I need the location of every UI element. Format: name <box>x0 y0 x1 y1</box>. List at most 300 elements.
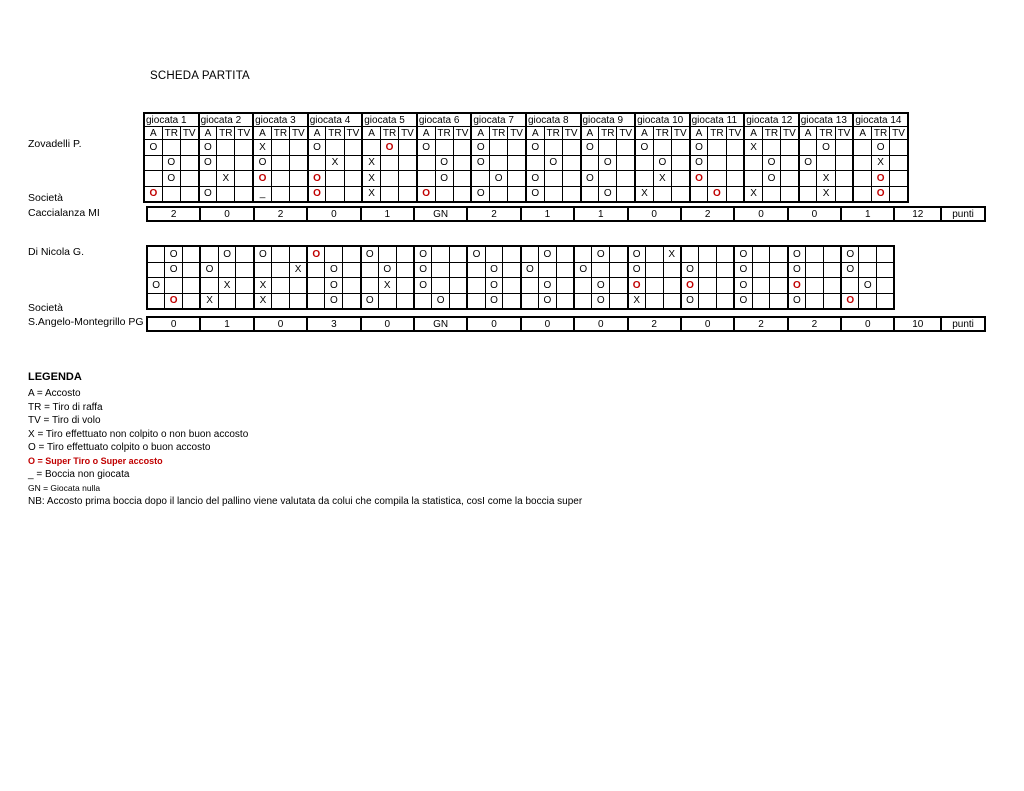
subcol-header: A <box>417 127 435 140</box>
mark-cell: O <box>467 246 485 262</box>
subcol-header: A <box>853 127 871 140</box>
mark-cell <box>877 262 895 278</box>
score-cell: 0 <box>200 207 253 221</box>
mark-cell: O <box>734 293 752 309</box>
mark-cell <box>699 246 717 262</box>
mark-cell <box>508 171 526 187</box>
mark-cell <box>289 278 307 294</box>
mark-cell: O <box>417 140 435 156</box>
mark-cell: O <box>628 246 646 262</box>
score-cell: 1 <box>361 207 414 221</box>
mark-cell <box>236 262 254 278</box>
mark-cell: O <box>521 262 539 278</box>
score-cell: 2 <box>628 317 681 331</box>
mark-cell <box>180 186 198 202</box>
mark-cell: O <box>539 278 557 294</box>
mark-cell: O <box>526 171 544 187</box>
giocata-header-row <box>144 113 908 127</box>
mark-cell: O <box>471 140 489 156</box>
mark-cell: O <box>599 155 617 171</box>
mark-cell <box>877 293 895 309</box>
mark-cell: X <box>362 171 380 187</box>
mark-cell: O <box>788 293 806 309</box>
mark-cell <box>235 186 253 202</box>
player1-club: Caccialanza MI <box>28 207 100 219</box>
mark-cell: O <box>199 140 217 156</box>
mark-cell <box>752 293 770 309</box>
mark-cell <box>396 246 414 262</box>
mark-cell <box>272 278 290 294</box>
mark-cell <box>599 171 617 187</box>
mark-cell <box>503 246 521 262</box>
subcol-header: A <box>253 127 271 140</box>
score-cell: 0 <box>307 207 360 221</box>
mark-cell: O <box>435 171 453 187</box>
mark-cell <box>717 246 735 262</box>
mark-cell <box>610 278 628 294</box>
score-cell: 0 <box>467 317 520 331</box>
mark-cell <box>877 278 895 294</box>
mark-cell <box>217 140 235 156</box>
mark-cell: X <box>817 186 835 202</box>
mark-cell <box>562 171 580 187</box>
mark-cell <box>890 171 908 187</box>
mark-cell: O <box>253 171 271 187</box>
mark-cell <box>645 278 663 294</box>
mark-cell <box>417 155 435 171</box>
player2-grid <box>146 245 895 310</box>
player1-score-row <box>146 206 986 222</box>
mark-cell <box>859 293 877 309</box>
mark-cell <box>841 278 859 294</box>
mark-cell: O <box>690 155 708 171</box>
subcol-header: TV <box>290 127 308 140</box>
mark-cell: O <box>872 186 890 202</box>
mark-cell: O <box>841 293 859 309</box>
subcol-header: A <box>635 127 653 140</box>
mark-cell <box>162 140 180 156</box>
mark-cell <box>671 155 689 171</box>
mark-cell: O <box>417 186 435 202</box>
legend-line: TV = Tiro di volo <box>28 415 101 426</box>
mark-cell <box>490 186 508 202</box>
score-cell: 0 <box>681 317 734 331</box>
mark-cell: O <box>734 262 752 278</box>
mark-cell: O <box>308 171 326 187</box>
mark-cell <box>663 262 681 278</box>
mark-cell <box>325 246 343 262</box>
mark-cell <box>453 155 471 171</box>
mark-cell <box>835 186 853 202</box>
legend-heading: LEGENDA <box>28 371 82 383</box>
mark-cell: X <box>378 278 396 294</box>
mark-cell: X <box>218 278 236 294</box>
mark-cell <box>432 278 450 294</box>
subcol-header: TR <box>162 127 180 140</box>
score-cell: 1 <box>841 207 894 221</box>
mark-cell <box>272 246 290 262</box>
mark-cell: O <box>762 171 780 187</box>
mark-cell: _ <box>253 186 271 202</box>
score-row <box>147 317 985 331</box>
punti-cell: punti <box>941 207 985 221</box>
mark-cell <box>581 186 599 202</box>
mark-cell <box>539 262 557 278</box>
score-cell: 0 <box>628 207 681 221</box>
mark-cell: O <box>762 155 780 171</box>
score-cell: 2 <box>788 317 841 331</box>
mark-cell: O <box>817 140 835 156</box>
score-cell: 2 <box>147 207 200 221</box>
mark-cell <box>235 155 253 171</box>
mark-cell <box>581 155 599 171</box>
mark-cell: X <box>653 171 671 187</box>
mark-cell <box>183 293 201 309</box>
mark-cell <box>162 186 180 202</box>
subcol-header: TV <box>835 127 853 140</box>
mark-cell <box>147 293 165 309</box>
mark-cell: X <box>362 155 380 171</box>
mark-cell <box>890 155 908 171</box>
mark-cell <box>218 262 236 278</box>
mark-cell <box>744 155 762 171</box>
mark-cell: O <box>681 262 699 278</box>
mark-cell <box>508 186 526 202</box>
score-cell: 0 <box>841 317 894 331</box>
mark-cell: X <box>200 293 218 309</box>
mark-cell <box>503 278 521 294</box>
mark-cell: O <box>485 262 503 278</box>
mark-cell <box>144 155 162 171</box>
mark-cell <box>617 171 635 187</box>
subcol-header: A <box>690 127 708 140</box>
mark-cell <box>610 293 628 309</box>
mark-cell: O <box>199 155 217 171</box>
mark-cell: O <box>414 262 432 278</box>
mark-cell: O <box>788 246 806 262</box>
mark-cell <box>307 293 325 309</box>
score-cell: 3 <box>307 317 360 331</box>
mark-cell <box>378 246 396 262</box>
mark-cell: O <box>599 186 617 202</box>
mark-cell <box>399 155 417 171</box>
mark-cell <box>663 293 681 309</box>
mark-cell: O <box>490 171 508 187</box>
mark-cell: X <box>663 246 681 262</box>
mark-cell <box>343 262 361 278</box>
mark-cell <box>399 171 417 187</box>
mark-cell: O <box>653 155 671 171</box>
mark-cell <box>450 262 468 278</box>
mark-cell <box>471 171 489 187</box>
mark-cell: O <box>485 293 503 309</box>
mark-cell <box>890 140 908 156</box>
mark-cell <box>556 246 574 262</box>
mark-cell: X <box>872 155 890 171</box>
mark-cell <box>271 171 289 187</box>
giocata-header: giocata 13 <box>799 113 854 127</box>
mark-cell: O <box>628 278 646 294</box>
mark-cell <box>144 171 162 187</box>
mark-cell: X <box>254 293 272 309</box>
mark-cell: O <box>859 278 877 294</box>
subcol-header: TV <box>890 127 908 140</box>
subcol-header: A <box>199 127 217 140</box>
mark-cell <box>521 278 539 294</box>
mark-cell <box>653 186 671 202</box>
subcol-header: TR <box>872 127 890 140</box>
mark-cell <box>556 293 574 309</box>
mark-cell <box>781 186 799 202</box>
score-row <box>147 207 985 221</box>
subcol-header: TV <box>671 127 689 140</box>
mark-cell <box>289 293 307 309</box>
mark-cell <box>544 140 562 156</box>
mark-cell <box>378 293 396 309</box>
mark-cell <box>762 140 780 156</box>
score-cell: 2 <box>734 317 787 331</box>
mark-cell: O <box>165 293 183 309</box>
mark-cell <box>183 262 201 278</box>
mark-cell: O <box>199 186 217 202</box>
mark-cell <box>681 246 699 262</box>
mark-cell <box>556 262 574 278</box>
mark-cell <box>574 246 592 262</box>
mark-cell: O <box>526 186 544 202</box>
mark-cell: O <box>690 140 708 156</box>
subcol-header: A <box>362 127 380 140</box>
mark-cell: X <box>744 186 762 202</box>
mark-cell <box>781 171 799 187</box>
mark-cell: O <box>841 262 859 278</box>
mark-cell <box>752 246 770 262</box>
score-cell: GN <box>414 207 467 221</box>
mark-cell: O <box>734 278 752 294</box>
mark-cell: X <box>628 293 646 309</box>
player2-name: Di Nicola G. <box>28 246 85 258</box>
legend-line: NB: Accosto prima boccia dopo il lancio del pallino viene valutata da colui che compila la statistica, cosI come la boccia super <box>28 496 583 507</box>
mark-cell <box>744 171 762 187</box>
mark-cell: O <box>872 140 890 156</box>
legend-line: X = Tiro effettuato non colpito o non buon accosto <box>28 428 249 440</box>
mark-cell: O <box>841 246 859 262</box>
mark-cell <box>361 262 379 278</box>
subcol-header-row <box>144 127 908 140</box>
mark-cell: O <box>162 155 180 171</box>
subcol-header: A <box>799 127 817 140</box>
subcol-header: TV <box>781 127 799 140</box>
mark-cell <box>770 293 788 309</box>
mark-cell <box>617 140 635 156</box>
legend-line: GN = Giocata nulla <box>28 482 101 493</box>
mark-cell <box>853 171 871 187</box>
mark-cell <box>690 186 708 202</box>
subcol-header: TV <box>344 127 362 140</box>
mark-cell: O <box>380 140 398 156</box>
giocata-header: giocata 4 <box>308 113 363 127</box>
mark-cell <box>380 186 398 202</box>
mark-cell: O <box>690 171 708 187</box>
subcol-header: TR <box>490 127 508 140</box>
mark-cell <box>853 140 871 156</box>
mark-cell: O <box>165 262 183 278</box>
giocata-header: giocata 9 <box>581 113 636 127</box>
mark-cell <box>414 293 432 309</box>
mark-cell <box>450 246 468 262</box>
giocata-header: giocata 2 <box>199 113 254 127</box>
player1-name: Zovadelli P. <box>28 138 82 150</box>
mark-cell <box>823 246 841 262</box>
mark-cell <box>574 293 592 309</box>
legend-line: O = Tiro effettuato colpito o buon accosto <box>28 442 211 453</box>
mark-cell <box>271 186 289 202</box>
mark-cell: X <box>253 140 271 156</box>
mark-cell: O <box>628 262 646 278</box>
mark-cell <box>835 140 853 156</box>
subcol-header: TR <box>380 127 398 140</box>
mark-cell <box>544 171 562 187</box>
mark-cell <box>610 262 628 278</box>
score-cell: 1 <box>521 207 574 221</box>
mark-cell <box>699 278 717 294</box>
mark-cell <box>671 171 689 187</box>
mark-cell <box>823 262 841 278</box>
mark-cell <box>344 171 362 187</box>
mark-cell <box>503 293 521 309</box>
score-cell: 0 <box>361 317 414 331</box>
mark-cell <box>708 171 726 187</box>
subcol-header: TR <box>708 127 726 140</box>
mark-cell: O <box>414 278 432 294</box>
mark-cell <box>344 186 362 202</box>
mark-cell <box>521 293 539 309</box>
mark-cell <box>396 293 414 309</box>
mark-cell: O <box>325 278 343 294</box>
mark-cell: O <box>592 246 610 262</box>
mark-cell <box>752 278 770 294</box>
legend <box>28 371 582 510</box>
page-title: SCHEDA PARTITA <box>150 70 250 82</box>
mark-cell <box>835 155 853 171</box>
mark-cell <box>467 293 485 309</box>
mark-cell: O <box>361 246 379 262</box>
mark-cell: O <box>592 278 610 294</box>
mark-cell: O <box>325 262 343 278</box>
giocata-header: giocata 3 <box>253 113 308 127</box>
mark-cell: O <box>635 140 653 156</box>
mark-cell <box>235 140 253 156</box>
mark-cell <box>380 171 398 187</box>
mark-cell: O <box>200 262 218 278</box>
subcol-header: A <box>581 127 599 140</box>
mark-cell <box>450 278 468 294</box>
mark-cell: O <box>544 155 562 171</box>
mark-cell <box>180 155 198 171</box>
mark-cell: O <box>378 262 396 278</box>
mark-cell <box>835 171 853 187</box>
mark-cell <box>699 262 717 278</box>
mark-cell <box>290 140 308 156</box>
giocata-header: giocata 6 <box>417 113 472 127</box>
score-cell: GN <box>414 317 467 331</box>
mark-cell: O <box>307 246 325 262</box>
mark-cell <box>271 140 289 156</box>
mark-cell: O <box>539 246 557 262</box>
mark-cell: O <box>253 155 271 171</box>
subcol-header: TV <box>235 127 253 140</box>
mark-cell: O <box>799 155 817 171</box>
mark-cell: O <box>165 246 183 262</box>
mark-cell <box>663 278 681 294</box>
subcol-header: A <box>471 127 489 140</box>
mark-cell <box>521 246 539 262</box>
ball-row <box>147 293 894 309</box>
mark-cell <box>617 155 635 171</box>
subcol-header: TV <box>399 127 417 140</box>
mark-cell <box>708 155 726 171</box>
mark-cell <box>344 140 362 156</box>
mark-cell <box>699 293 717 309</box>
mark-cell <box>805 278 823 294</box>
societa-label-2: Società <box>28 302 64 314</box>
mark-cell <box>544 186 562 202</box>
mark-cell <box>236 278 254 294</box>
score-cell: 0 <box>788 207 841 221</box>
mark-cell: X <box>635 186 653 202</box>
mark-cell <box>307 278 325 294</box>
mark-cell <box>453 171 471 187</box>
mark-cell <box>823 278 841 294</box>
mark-cell <box>645 262 663 278</box>
subcol-header: TR <box>544 127 562 140</box>
score-cell: 0 <box>147 317 200 331</box>
mark-cell <box>343 278 361 294</box>
mark-cell <box>503 262 521 278</box>
mark-cell <box>645 246 663 262</box>
mark-cell <box>254 262 272 278</box>
mark-cell <box>726 155 744 171</box>
mark-cell: O <box>581 140 599 156</box>
mark-cell: X <box>289 262 307 278</box>
mark-cell <box>617 186 635 202</box>
mark-cell <box>435 186 453 202</box>
mark-cell <box>290 155 308 171</box>
mark-cell <box>435 140 453 156</box>
subcol-header: A <box>744 127 762 140</box>
mark-cell <box>217 155 235 171</box>
mark-cell: O <box>485 278 503 294</box>
mark-cell: O <box>144 186 162 202</box>
mark-cell <box>799 171 817 187</box>
score-total-cell: 10 <box>894 317 941 331</box>
societa-label-1: Società <box>28 192 64 204</box>
mark-cell <box>289 246 307 262</box>
mark-cell <box>417 171 435 187</box>
mark-cell <box>217 186 235 202</box>
subcol-header: TV <box>508 127 526 140</box>
subcol-header: TV <box>617 127 635 140</box>
mark-cell <box>235 171 253 187</box>
score-cell: 0 <box>254 317 307 331</box>
mark-cell <box>183 246 201 262</box>
mark-cell <box>877 246 895 262</box>
mark-cell <box>490 155 508 171</box>
punti-cell: punti <box>941 317 985 331</box>
mark-cell <box>770 278 788 294</box>
mark-cell: X <box>744 140 762 156</box>
mark-cell <box>271 155 289 171</box>
mark-cell <box>183 278 201 294</box>
